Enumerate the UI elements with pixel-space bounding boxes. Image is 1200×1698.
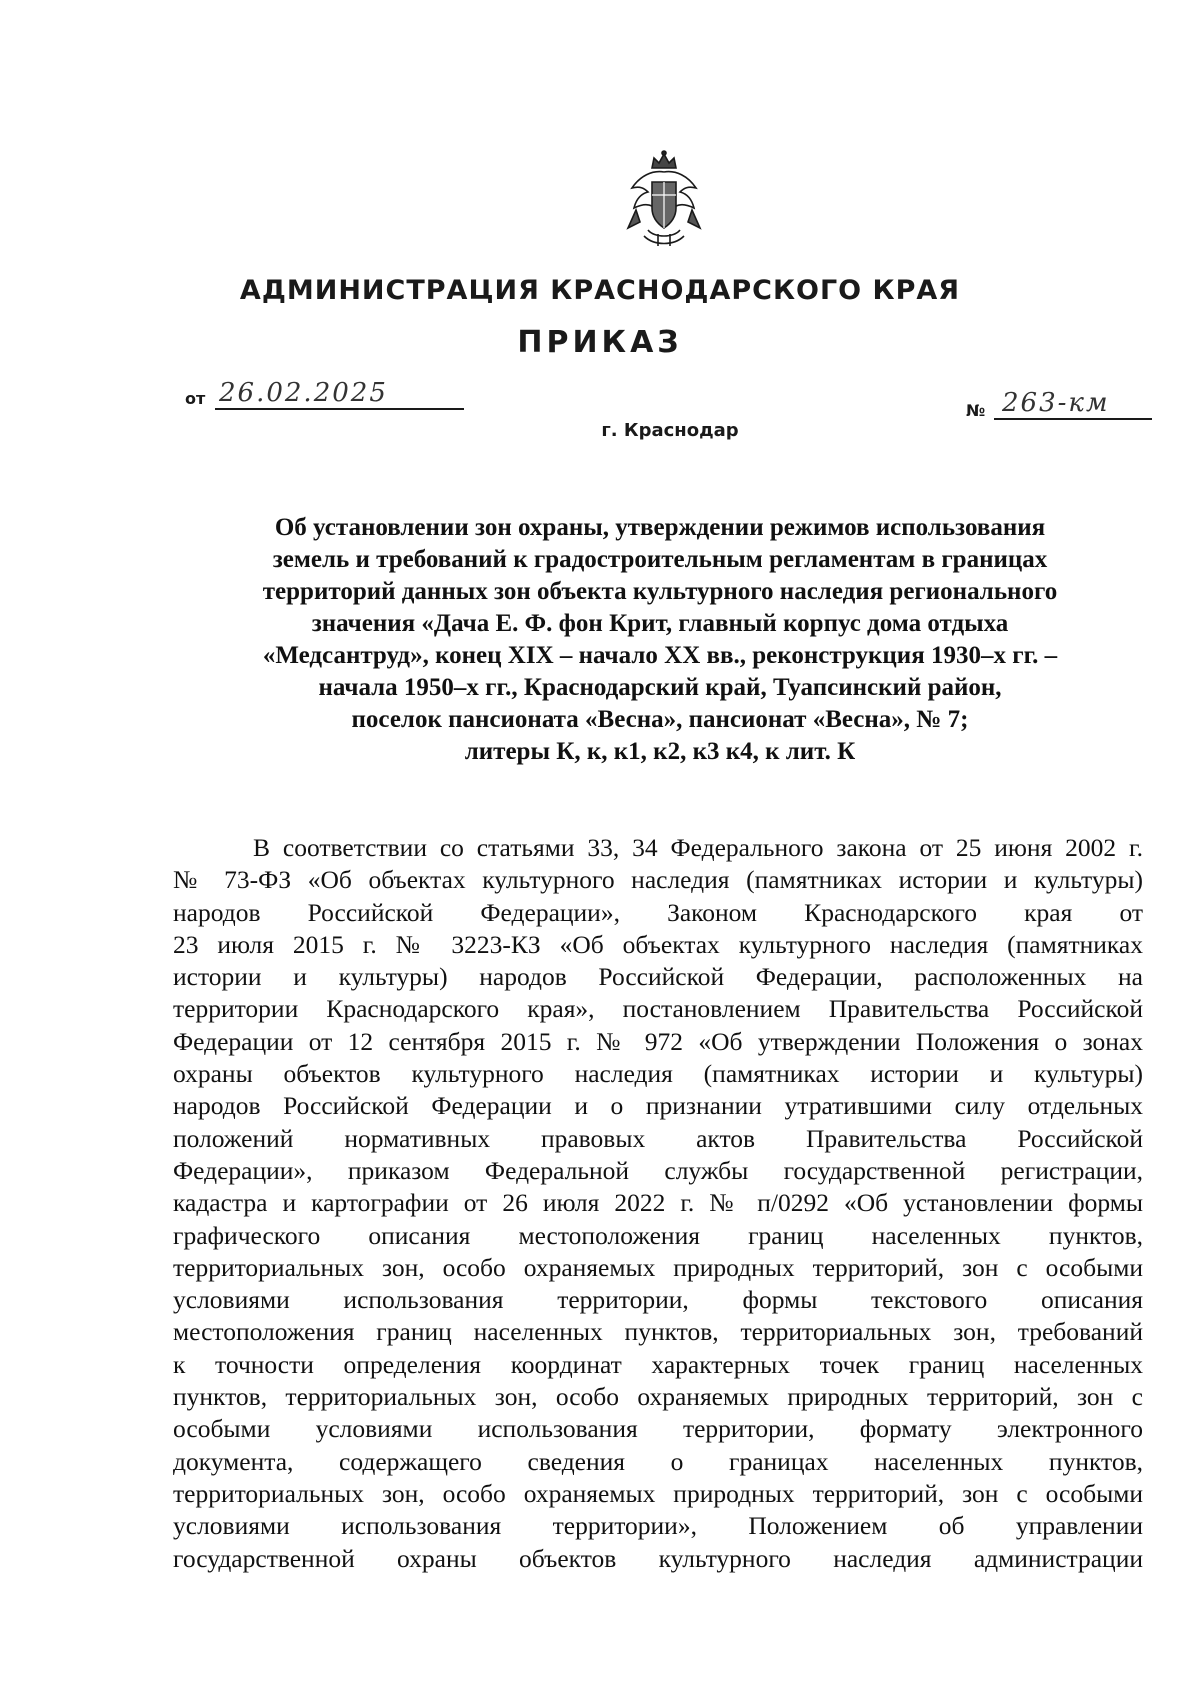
document-date: 26.02.2025 [215, 378, 464, 410]
coat-of-arms-icon [622, 150, 706, 250]
subject-line: «Медсантруд», конец XIX – начало XX вв., реконструкция 1930–х гг. – [262, 642, 1058, 669]
subject-line: Об установлении зон охраны, утверждении режимов использования [274, 514, 1046, 541]
date-label: от [185, 389, 206, 408]
body-line: В соответствии со статьями 33, 34 Федерального закона от 25 июня 2002 г. [253, 833, 1143, 862]
body-line: 23 июля 2015 г. № 3223-КЗ «Об объектах культурного наследия (памятниках [173, 929, 1143, 959]
body-line: народов Российской Федерации», Законом Краснодарского края от [173, 897, 1143, 927]
city-name: г. Краснодар [601, 420, 739, 441]
body-line: кадастра и картографии от 26 июля 2022 г. № п/0292 «Об установлении формы [173, 1188, 1143, 1218]
subject-line: территорий данных зон объекта культурного наследия регионального [262, 578, 1058, 605]
body-line: положений нормативных правовых актов Правительства Российской [173, 1123, 1143, 1153]
body-line: территориальных зон, особо охраняемых природных территорий, зон с особыми [173, 1252, 1143, 1282]
subject-line: литеры К, к, к1, к2, к3 к4, к лит. К [464, 738, 856, 765]
body-line: территориальных зон, особо охраняемых природных территорий, зон с особыми [173, 1478, 1143, 1508]
document-type-title: ПРИКАЗ [517, 325, 683, 360]
organization-title: АДМИНИСТРАЦИЯ КРАСНОДАРСКОГО КРАЯ [239, 275, 961, 306]
body-line: Федерации», приказом Федеральной службы государственной регистрации, [173, 1155, 1143, 1185]
subject-line: начала 1950–х гг., Краснодарский край, Туапсинский район, [318, 674, 1002, 701]
body-line: документа, содержащего сведения о границах населенных пунктов, [173, 1446, 1143, 1476]
body-line: условиями использования территории, формы текстового описания [173, 1285, 1143, 1315]
body-line: истории и культуры) народов Российской Федерации, расположенных на [173, 962, 1143, 992]
body-line: Федерации от 12 сентября 2015 г. № 972 «Об утверждении Положения о зонах [173, 1026, 1143, 1056]
body-line: условиями использования территории», Положением об управлении [173, 1511, 1143, 1541]
body-line: местоположения границ населенных пунктов, территориальных зон, требований [173, 1317, 1143, 1347]
body-line: к точности определения координат характерных точек границ населенных [173, 1349, 1143, 1379]
subject-line: поселок пансионата «Весна», пансионат «Весна», № 7; [351, 706, 969, 733]
subject-line: значения «Дача Е. Ф. фон Крит, главный корпус дома отдыха [311, 610, 1009, 637]
document-body [173, 832, 1143, 1575]
body-line: территории Краснодарского края», постановлением Правительства Российской [173, 994, 1143, 1024]
body-line: графического описания местоположения границ населенных пунктов, [173, 1220, 1143, 1250]
body-line: народов Российской Федерации и о признании утратившими силу отдельных [173, 1091, 1143, 1121]
subject-line: земель и требований к градостроительным регламентам в границах [272, 546, 1048, 573]
document-number: 263-км [994, 388, 1152, 420]
document-subject [200, 512, 1120, 768]
body-line: охраны объектов культурного наследия (памятниках истории и культуры) [173, 1059, 1143, 1089]
number-label: № [966, 401, 986, 420]
body-line: № 73-ФЗ «Об объектах культурного наследия (памятниках истории и культуры) [173, 865, 1143, 895]
body-line: государственной охраны объектов культурного наследия администрации [173, 1543, 1143, 1573]
body-line: особыми условиями использования территории, формату электронного [173, 1414, 1143, 1444]
body-line: пунктов, территориальных зон, особо охраняемых природных территорий, зон с [173, 1382, 1143, 1412]
